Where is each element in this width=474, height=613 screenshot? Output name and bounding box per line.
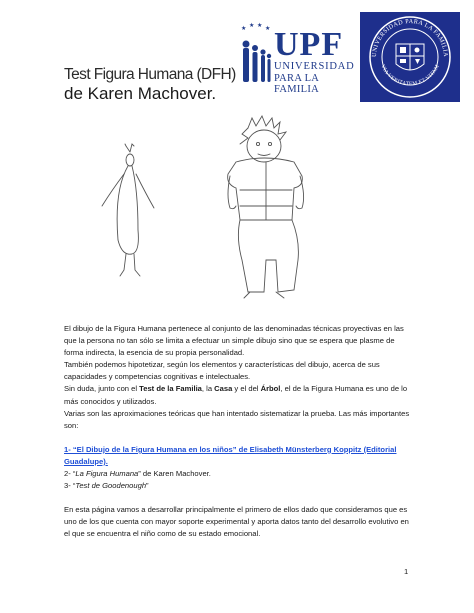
human-figure-drawings [80,110,340,310]
body-text [64,323,416,541]
document-subtitle: de Karen Machover. [64,84,217,103]
svg-text:★: ★ [265,26,271,32]
koppitz-link[interactable]: 1- “El Dibujo de la Figura Humana en los niños” de Elisabeth Münsterberg Koppitz (Editorial Guadalupe). [64,444,397,466]
paragraph-closing: En esta página vamos a desarrollar principalmente el primero de ellos dado que consideramos que es uno de los que cuenta con mayor soporte experimental y aporta datos tanto del desarrollo evolutivo en el que se encuentra el niño como de su estado emocional. [64,505,409,539]
svg-text:★: ★ [257,23,263,29]
test-familia-label: Test de la Familia [139,384,202,394]
list-item-goodenough: 3- “Test de Goodenough” [64,481,149,491]
paragraph-hypothesis: También podemos hipotetizar, según los elementos y características del dibujo, acerca de sus capacidades y competencias cognitivas e intelectuales. [64,360,380,382]
svg-text:★: ★ [241,26,247,32]
casa-label: Casa [214,384,233,394]
list-item-koppitz[interactable] [64,444,416,468]
family-figures-icon [238,22,274,92]
upf-logo [238,14,356,102]
university-seal [360,12,460,102]
svg-text:★: ★ [249,23,255,29]
arbol-label: Árbol [260,384,281,394]
list-item-machover: 2- “La Figura Humana” de Karen Machover. [64,469,211,479]
paragraph-intro: El dibujo de la Figura Humana pertenece al conjunto de las denominadas técnicas proyectivas en las que la persona no tan sólo se limita a efectuar un simple dibujo sino que se espera que plasme de forma indirecta, la esencia de su propia personalidad. [64,324,404,358]
paragraph-tests: Sin duda, junto con el Test de la Familia, la Casa y el del Árbol, el de la Figura Humana es uno de lo más conocidos y utilizados. [64,384,408,406]
paragraph-approaches: Varias son las aproximaciones teóricas que han intentado sistematizar la prueba. Las más importantes son: [64,408,410,430]
seal-bottom-text: VIA VERITATEM ET VITAM [379,63,441,88]
seal-top-text: UNIVERSIDAD PARA LA FAMILIA [370,17,450,58]
page-number: 1 [404,567,409,576]
upf-logo-name: UPF [274,26,344,63]
upf-logo-line2: PARA LA FAMILIA [274,73,320,95]
upf-logo-line1: UNIVERSIDAD [274,61,355,72]
small-figure-drawing [102,144,154,276]
large-figure-drawing [228,116,304,298]
document-title: Test Figura Humana (DFH) [64,66,236,83]
